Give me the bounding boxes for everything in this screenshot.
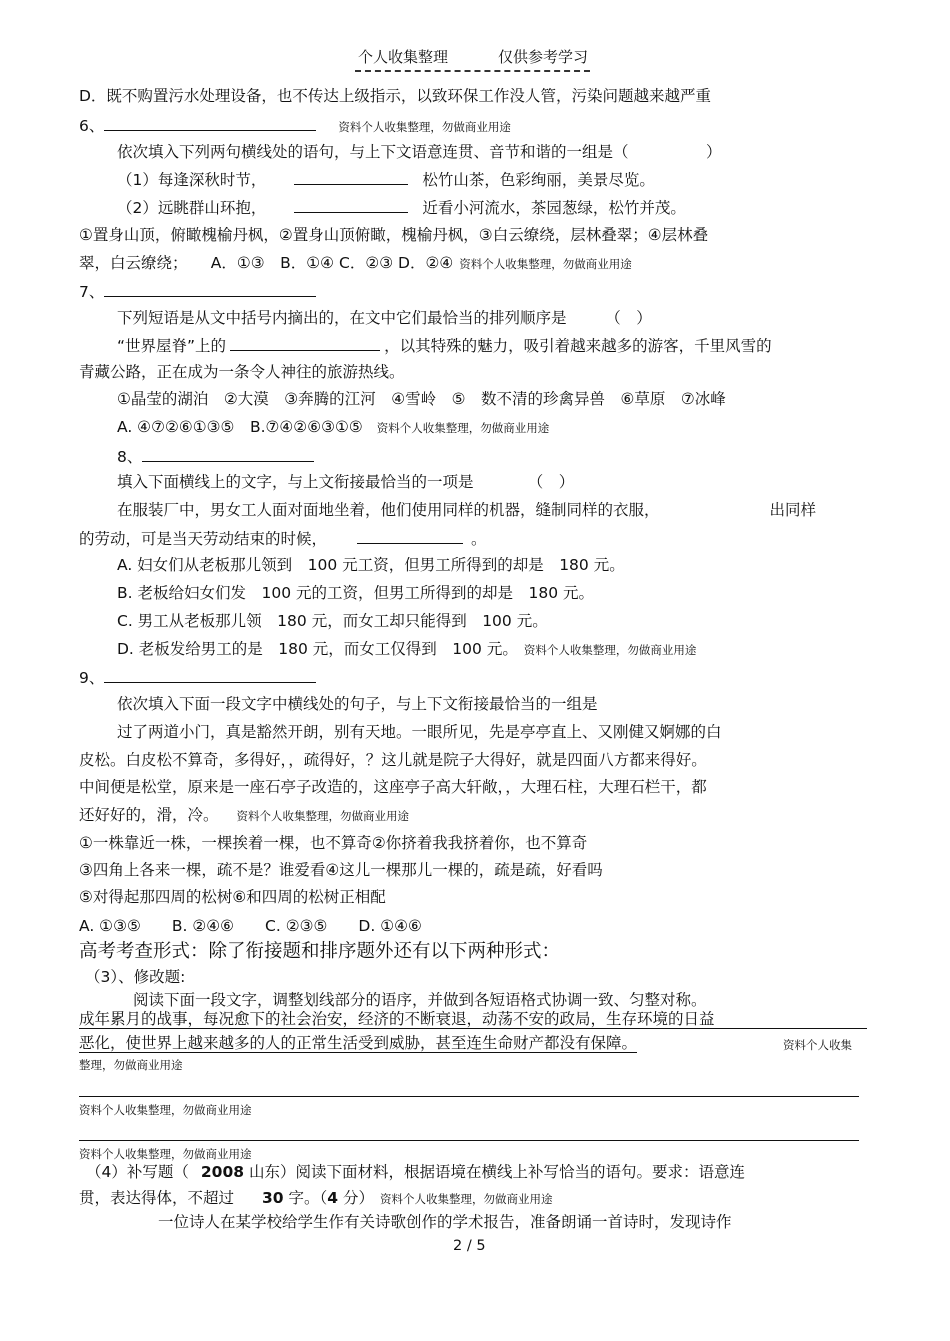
r4-line-2 [79, 1188, 553, 1209]
note: 资料个人收集整理，勿做商业用途 [376, 421, 550, 435]
r4-last-line: 一位诗人在某学校给学生作有关诗歌创作的学术报告，准备朗诵一首诗时，发现诗作 [158, 1213, 732, 1231]
r3-note-a: 资料个人收集 [783, 1038, 852, 1052]
r3-passage-2 [79, 1033, 637, 1053]
q8-p1-end: 出同样 [769, 501, 817, 519]
q9-number-line [79, 667, 316, 688]
q9-passage-4 [79, 805, 409, 826]
note: 资料个人收集整理，勿做商业用途 [459, 257, 632, 271]
q6-options-text: 翠，白云缭绕； A．①③ B．①④ C．②③ D．②④ [79, 254, 454, 272]
r4-part-d: 贯，表达得体，不超过 [79, 1189, 235, 1207]
q8-option-c: C. 男工从老板那儿领 180 元，而女工却只能得到 100 元。 [117, 612, 548, 630]
q7-blank [104, 281, 316, 297]
r4-part-f: 字。（ [283, 1189, 328, 1207]
r4-part-h: 分） [338, 1189, 375, 1207]
q8-p2-start: 的劳动，可是当天劳动结束的时候， [79, 530, 328, 548]
q7-options-text: A. ④⑦②⑥①③⑤ B.⑦④②⑥③①⑤ [117, 418, 363, 436]
page-header [358, 47, 588, 67]
r4-part-a: （4）补写题（ [86, 1163, 189, 1181]
q6-number: 6、 [79, 117, 105, 135]
r4-line-1 [86, 1162, 745, 1182]
q9-choices-2: ③四角上各来一棵，疏不是？谁爱看④这儿一棵那儿一棵的，疏是疏，好看吗 [79, 861, 603, 879]
answer-line-2 [79, 1140, 859, 1141]
header-rule [355, 70, 590, 72]
q9-choices-1: ①一株靠近一株，一棵挨着一棵，也不算奇②你挤着我我挤着你，也不算奇 [79, 834, 588, 852]
q8-passage-1 [117, 500, 816, 520]
q6-stem: 依次填入下列两句横线处的语句，与上下文语意连贯、音节和谐的一组是（ ） [117, 143, 722, 161]
q7-stem: 下列短语是从文中括号内摘出的，在文中它们最恰当的排列顺序是 （ ） [117, 309, 652, 327]
q6-number-line [79, 115, 511, 137]
q8-passage-2 [79, 528, 487, 549]
q7-number: 7、 [79, 283, 105, 301]
q8-option-d-text: D. 老板发给男工的是 180 元，而女工仅得到 100 元。 [117, 640, 518, 658]
q7-p1-end: ，以其特殊的魅力，吸引着越来越多的游客，千里风雪的 [384, 337, 772, 355]
q9-passage-3: 中间便是松堂，原来是一座石亭子改造的，这座亭子高大轩敞，，大理石柱，大理石栏干，都 [79, 778, 707, 796]
q9-stem: 依次填入下面一段文字中横线处的句子，与上下文衔接最恰当的一组是 [117, 695, 598, 713]
q8-blank [142, 446, 314, 462]
q8-p1-start: 在服装厂中，男女工人面对面地坐着，他们使用同样的机器，缝制同样的衣服， [117, 501, 660, 519]
q8-option-d [117, 639, 696, 660]
q9-passage-2: 皮松。白皮松不算奇，多得好，，疏得好，？这儿就是院子大得好，就是四面八方都来得好。 [79, 751, 707, 769]
q9-passage-1: 过了两道小门，真是豁然开朗，别有天地。一眼所见，先是亭亭直上、又刚健又婀娜的白 [117, 723, 722, 741]
r3-underline-1 [79, 1028, 867, 1029]
q9-options: A. ①③⑤ B. ②④⑥ C. ②③⑤ D. ①④⑥ [79, 917, 422, 935]
q8-option-a: A. 妇女们从老板那儿领到 100 元工资，但男工所得到的却是 180 元。 [117, 556, 625, 574]
r4-score: 4 [327, 1189, 339, 1207]
r4-word-limit: 30 [262, 1189, 284, 1207]
q7-passage-2: 青藏公路，正在成为一条令人神往的旅游热线。 [79, 363, 405, 381]
q9-choices-3: ⑤对得起那四周的松树⑥和四周的松树正相配 [79, 888, 386, 906]
q8-answer-blank [357, 528, 463, 544]
answer-line-1 [79, 1096, 859, 1097]
r3-passage-1: 成年累月的战事，每况愈下的社会治安，经济的不断衰退，动荡不安的政局，生存环境的日益 [79, 1010, 715, 1028]
q8-number-line [117, 446, 314, 467]
q9-number: 9、 [79, 669, 105, 687]
q8-number: 8、 [117, 448, 143, 466]
q5-option-d: D．既不购置污水处理设备，也不传达上级指示，以致环保工作没人管，污染问题越来越严重 [79, 87, 711, 105]
header-right: 仅供参考学习 [498, 48, 589, 66]
q8-stem: 填入下面横线上的文字，与上文衔接最恰当的一项是 （ ） [117, 473, 575, 491]
note: 资料个人收集整理，勿做商业用途 [523, 643, 697, 657]
r3-note-b: 整理，勿做商业用途 [79, 1058, 183, 1072]
q8-option-b: B. 老板给妇女们发 100 元的工资，但男工所得到的却是 180 元。 [117, 584, 595, 602]
r3-passage-2-text: 恶化，使世界上越来越多的人的正常生活受到威胁，甚至连生命财产都没有保障。 [79, 1034, 638, 1052]
q6-s2-blank [294, 197, 408, 213]
q7-number-line [79, 281, 316, 302]
q7-p1-start: “世界屋脊”上的 [117, 337, 227, 355]
q6-s2-end: 近看小河流水，茶园葱绿，松竹并茂。 [422, 199, 686, 217]
header-left: 个人收集整理 [358, 48, 449, 66]
q7-items: ①晶莹的湖泊 ②大漠 ③奔腾的江河 ④雪岭 ⑤ 数不清的珍禽异兽 ⑥草原 ⑦冰峰 [117, 390, 726, 408]
q9-p4-text: 还好好的，滑，冷。 [79, 806, 219, 824]
q6-options-1: ①置身山顶，俯瞰槐榆丹枫，②置身山顶俯瞰，槐榆丹枫，③白云缭绕，层林叠翠；④层林叠 [79, 226, 709, 244]
q7-passage-1 [117, 335, 772, 356]
r4-part-c: 山东）阅读下面材料，根据语境在横线上补写恰当的语句。要求：语意连 [244, 1163, 745, 1181]
q6-options-2 [79, 253, 632, 274]
q6-s1-start: （1）每逢深秋时节， [117, 171, 267, 189]
q9-blank [104, 667, 316, 683]
page-number: 2 / 5 [453, 1238, 486, 1254]
q7-options [117, 417, 549, 438]
q6-s1-end: 松竹山茶，色彩绚丽，美景尽览。 [422, 171, 655, 189]
note: 资料个人收集整理，勿做商业用途 [380, 1192, 553, 1206]
note: 资料个人收集整理，勿做商业用途 [236, 809, 410, 823]
r3-title: （3）、修改题: [85, 968, 186, 986]
gaokao-heading: 高考考查形式：除了衔接题和排序题外还有以下两种形式： [79, 941, 561, 962]
note: 资料个人收集整理，勿做商业用途 [79, 1103, 252, 1117]
r3-stem: 阅读下面一段文字，调整划线部分的语序，并做到各短语格式协调一致、匀整对称。 [133, 991, 707, 1009]
q6-blank [104, 115, 316, 131]
q6-s2-start: （2）远眺群山环抱， [117, 199, 267, 217]
q7-blank-2 [230, 335, 380, 351]
r4-year: 2008 [200, 1163, 245, 1181]
q6-sentence-2 [117, 197, 686, 218]
note: 资料个人收集整理，勿做商业用途 [79, 1147, 252, 1161]
q6-sentence-1 [117, 169, 655, 190]
q6-s1-blank [294, 169, 408, 185]
q8-p2-end: 。 [471, 530, 487, 548]
note: 资料个人收集整理，勿做商业用途 [338, 120, 511, 134]
